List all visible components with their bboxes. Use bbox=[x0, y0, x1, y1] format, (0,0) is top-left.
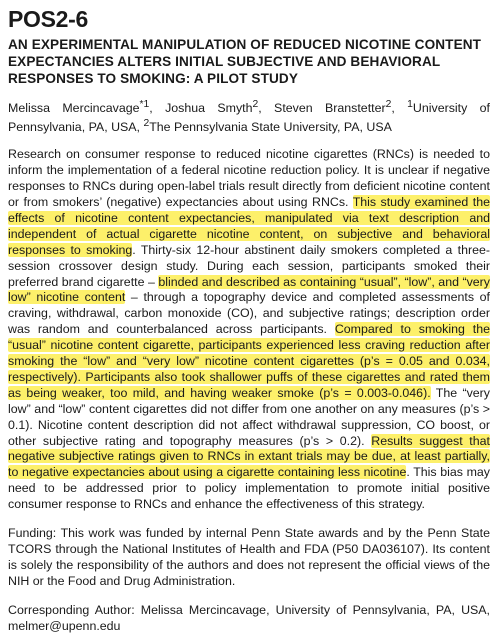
author-name: Melissa Mercincavage bbox=[8, 101, 140, 116]
abstract-title: AN EXPERIMENTAL MANIPULATION OF REDUCED NICOTINE CONTENT EXPECTANCIES ALTERS INITIAL SUBJECTIVE AND BEHAVIORAL RESPONSES TO SMOKING: A PILOT STUDY bbox=[8, 37, 482, 86]
highlighted-text: blinded and described as containing “usual”, “low”, and “very low” nicotine content bbox=[8, 274, 490, 305]
affiliation: The Pennsylvania State University, PA, USA bbox=[149, 120, 392, 135]
abstract-text: . This bias may need to be addressed prior to policy implementation to promote initial positive consumer response to RNCs and enhance the effectiveness of this strategy. bbox=[8, 465, 491, 512]
author-superscript: *1 bbox=[139, 99, 150, 110]
abstract-text: – through a topography device and completed assessments of craving, withdrawal, carbon monoxide (CO), and subjective ratings; description order was random and counterbalanced across participants. bbox=[8, 290, 490, 337]
highlighted-text: Compared to smoking the “usual” nicotine content cigarette, participants experienced less craving reduction after smoking the “low” and “very low” nicotine content cigarettes (p’s = 0.05 and 0.034, respectively). Participants also took shallower puffs of these cigarettes and rated them as being weaker, too mild, and having weaker smoke (p’s = 0.003-0.046). bbox=[8, 322, 490, 400]
affiliation-superscript: 1 bbox=[407, 99, 413, 110]
abstract-text: . Thirty-six 12-hour abstinent daily smokers completed a three-session crossover design study. During each session, participants smoked their preferred brand cigarette – bbox=[8, 242, 490, 289]
abstract-text: Research on consumer response to reduced nicotine cigarettes (RNCs) is needed to inform the implementation of a federal nicotine reduction policy. It is unclear if negative responses to RNCs during open-label trials result directly from deficient nicotine content or from smokers’ (negative) expectancies about using RNCs. bbox=[8, 147, 490, 209]
affiliation-superscript: 2 bbox=[143, 118, 150, 130]
abstract-body bbox=[8, 147, 490, 513]
author-list bbox=[8, 97, 490, 135]
author-name: , Joshua Smyth bbox=[149, 101, 253, 116]
affiliation: University of Pennsylvania, PA, USA, bbox=[8, 101, 490, 135]
author-superscript: 2 bbox=[252, 99, 259, 110]
highlighted-text: This study examined the effects of nicotine content expectancies, manipulated via text description and independent of actual cigarette nicotine content, on subjective and behavioral responses to smoking bbox=[8, 194, 490, 257]
author-superscript: 2 bbox=[385, 99, 392, 110]
funding-statement: Funding: This work was funded by internal Penn State awards and by the Penn State TCORS through the National Institutes of Health and FDA (P50 DA036107). Its content is solely the responsibility of the authors and does not represent the official views of the NIH or the Food and Drug Administration. bbox=[8, 526, 490, 588]
corresponding-author: Corresponding Author: Melissa Mercincavage, University of Pennsylvania, PA, USA, melmer@upenn.edu bbox=[8, 602, 490, 633]
author-separator: , bbox=[391, 101, 408, 116]
highlighted-text: Results suggest that negative subjective ratings given to RNCs in extant trials may be due, at least partially, to negative expectancies about using a cigarette containing less nicotine bbox=[8, 433, 490, 480]
abstract-id: POS2-6 bbox=[8, 6, 89, 32]
author-name: , Steven Branstetter bbox=[258, 101, 386, 116]
abstract-text: The “very low” and “low” content cigarettes did not differ from one another on any measures (p’s > 0.1). Nicotine content description did not affect withdrawal suppression, CO boost, or other subjective rating and topography measures (p’s > 0.2). bbox=[8, 385, 490, 448]
